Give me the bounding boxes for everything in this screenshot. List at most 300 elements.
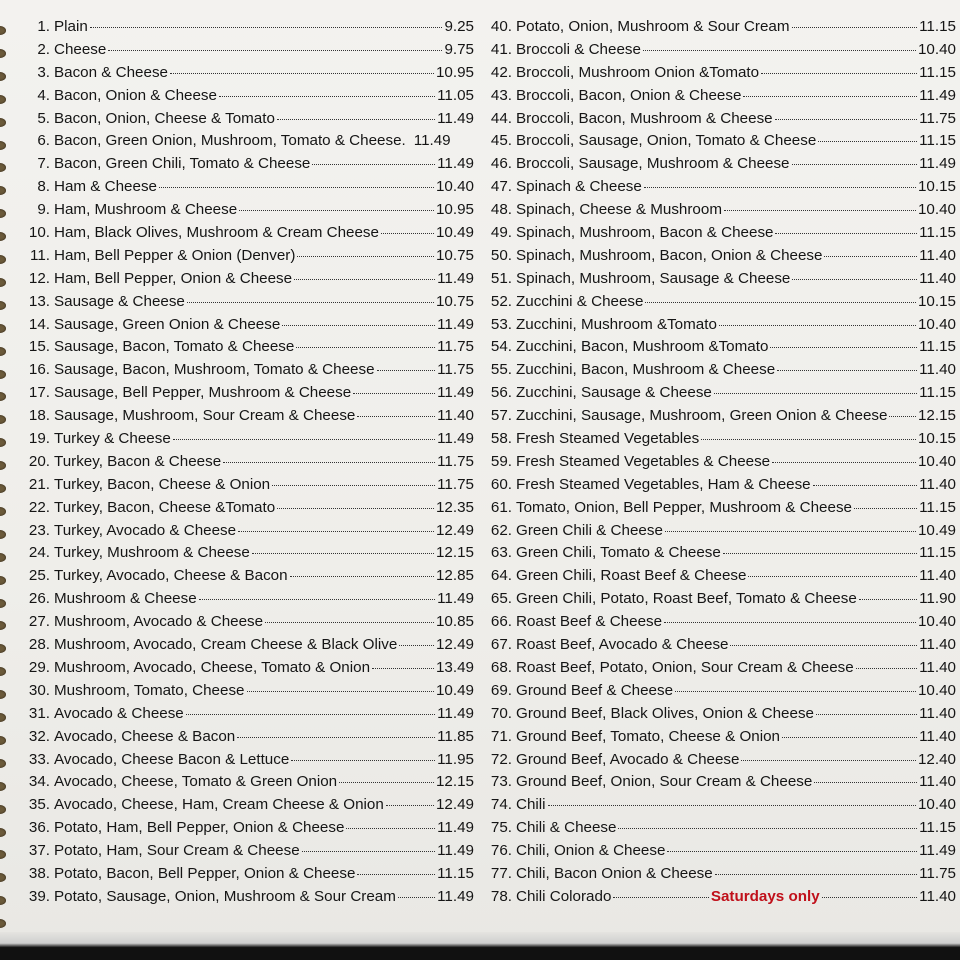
menu-item-name: Ham & Cheese bbox=[54, 178, 157, 196]
menu-item bbox=[22, 888, 474, 911]
menu-item-name: Ham, Bell Pepper & Onion (Denver) bbox=[54, 246, 296, 264]
menu-item bbox=[22, 293, 474, 316]
binding-ring bbox=[0, 324, 6, 333]
binding-ring bbox=[0, 72, 6, 81]
dot-leader bbox=[782, 736, 917, 738]
dot-leader bbox=[859, 598, 917, 600]
dot-leader bbox=[818, 140, 917, 142]
menu-item-price: 10.85 bbox=[435, 613, 474, 631]
menu-item bbox=[22, 842, 474, 865]
menu-item-name: Ground Beef, Avocado & Cheese bbox=[516, 750, 740, 768]
menu-item-name: Zucchini, Bacon, Mushroom &Tomato bbox=[516, 338, 769, 356]
menu-item-price: 9.25 bbox=[444, 18, 474, 35]
menu-item-name: Roast Beef, Potato, Onion, Sour Cream & Cheese bbox=[516, 658, 854, 676]
menu-item bbox=[22, 544, 474, 567]
menu-item-name: Zucchini, Bacon, Mushroom & Cheese bbox=[516, 361, 776, 379]
dot-leader bbox=[372, 667, 434, 669]
menu-item-number: 43. bbox=[490, 86, 512, 104]
menu-item-number: 42. bbox=[490, 63, 512, 81]
dot-leader bbox=[277, 507, 434, 509]
menu-item-price: 10.40 bbox=[917, 796, 956, 814]
menu-item bbox=[488, 751, 956, 774]
menu-item-number: 59. bbox=[490, 452, 512, 470]
menu-item bbox=[22, 636, 474, 659]
menu-item bbox=[22, 132, 474, 155]
menu-item-price: 10.40 bbox=[917, 315, 956, 333]
menu-item bbox=[22, 865, 474, 888]
menu-item-price: 11.05 bbox=[437, 86, 474, 104]
menu-item-number: 50. bbox=[490, 246, 512, 264]
menu-item-number: 45. bbox=[490, 132, 512, 150]
menu-item bbox=[488, 87, 956, 110]
menu-item-price: 11.40 bbox=[919, 658, 956, 676]
dot-leader bbox=[252, 552, 434, 554]
menu-item-name: Broccoli, Mushroom Onion &Tomato bbox=[516, 63, 760, 81]
menu-item bbox=[22, 590, 474, 613]
menu-item-name: Roast Beef & Cheese bbox=[516, 613, 663, 631]
menu-item bbox=[488, 64, 956, 87]
binding-ring bbox=[0, 438, 6, 447]
menu-item-price: 10.40 bbox=[917, 40, 956, 58]
binding-ring bbox=[0, 163, 6, 172]
menu-item-number: 46. bbox=[490, 155, 512, 173]
menu-item-name: Avocado, Cheese, Tomato & Green Onion bbox=[54, 773, 338, 791]
menu-item-price: 11.40 bbox=[919, 246, 956, 264]
dot-leader bbox=[854, 507, 917, 509]
menu-item-number: 7. bbox=[37, 155, 50, 173]
menu-item-number: 4. bbox=[37, 86, 50, 104]
menu-item-name: Turkey, Avocado, Cheese & Bacon bbox=[54, 567, 288, 585]
menu-item-number: 18. bbox=[28, 407, 50, 425]
binding-ring bbox=[0, 141, 6, 150]
menu-item bbox=[22, 110, 474, 133]
menu-item-name: Fresh Steamed Vegetables bbox=[516, 430, 700, 448]
binding-ring bbox=[0, 896, 6, 905]
dot-leader bbox=[223, 461, 435, 463]
menu-item-name: Tomato, Onion, Bell Pepper, Mushroom & Cheese bbox=[516, 498, 852, 516]
menu-item-number: 74. bbox=[490, 796, 512, 814]
menu-item bbox=[488, 224, 956, 247]
menu-item-number: 30. bbox=[28, 681, 50, 699]
menu-column-right bbox=[488, 18, 956, 911]
dot-leader bbox=[265, 621, 434, 623]
menu-item-name: Mushroom & Cheese bbox=[54, 590, 197, 608]
binding-ring bbox=[0, 232, 6, 241]
menu-item-name: Mushroom, Avocado, Cheese, Tomato & Onion bbox=[54, 658, 371, 676]
dot-leader bbox=[644, 186, 916, 188]
menu-item-price: 10.95 bbox=[435, 201, 474, 219]
menu-item-name: Mushroom, Avocado, Cream Cheese & Black Olive bbox=[54, 636, 398, 654]
dot-leader bbox=[824, 255, 917, 257]
menu-item-name: Avocado & Cheese bbox=[54, 704, 184, 722]
menu-item-name: Avocado, Cheese Bacon & Lettuce bbox=[54, 750, 290, 768]
menu-item-number: 67. bbox=[490, 636, 512, 654]
menu-item-number: 14. bbox=[28, 315, 50, 333]
menu-item-number: 34. bbox=[28, 773, 50, 791]
dot-leader bbox=[159, 186, 434, 188]
dot-leader bbox=[667, 850, 917, 852]
menu-item bbox=[22, 64, 474, 87]
menu-item bbox=[488, 567, 956, 590]
dot-leader bbox=[730, 644, 917, 646]
menu-item-name: Sausage, Green Onion & Cheese bbox=[54, 315, 281, 333]
dot-leader bbox=[290, 575, 434, 577]
menu-item-number: 51. bbox=[490, 269, 512, 287]
menu-item-number: 12. bbox=[28, 269, 50, 287]
menu-item-price: 11.95 bbox=[437, 750, 474, 768]
menu-item bbox=[488, 316, 956, 339]
binding-ring bbox=[0, 805, 6, 814]
menu-item bbox=[22, 705, 474, 728]
menu-item bbox=[22, 499, 474, 522]
dot-leader bbox=[643, 49, 916, 51]
menu-item-price: 11.49 bbox=[919, 155, 956, 173]
menu-item-name: Avocado, Cheese & Bacon bbox=[54, 727, 236, 745]
menu-item-name: Zucchini, Sausage, Mushroom, Green Onion & Cheese bbox=[516, 407, 888, 425]
menu-item-price: 11.49 bbox=[437, 269, 474, 287]
menu-item-name: Spinach, Mushroom, Bacon, Onion & Cheese bbox=[516, 246, 823, 264]
binding-ring bbox=[0, 759, 6, 768]
menu-item bbox=[488, 819, 956, 842]
menu-item bbox=[22, 796, 474, 819]
menu-item-price: 10.15 bbox=[917, 430, 956, 448]
menu-item-name: Fresh Steamed Vegetables & Cheese bbox=[516, 452, 771, 470]
binding-ring bbox=[0, 530, 6, 539]
dot-leader bbox=[237, 736, 435, 738]
menu-item bbox=[488, 796, 956, 819]
menu-item-number: 2. bbox=[37, 40, 50, 58]
menu-item bbox=[488, 636, 956, 659]
menu-item-name: Sausage, Bacon, Tomato & Cheese bbox=[54, 338, 295, 356]
menu-item-name: Green Chili, Potato, Roast Beef, Tomato & Cheese bbox=[516, 590, 857, 608]
dot-leader bbox=[291, 759, 435, 761]
menu-item bbox=[22, 18, 474, 41]
menu-item-price: 11.15 bbox=[919, 63, 956, 81]
menu-item-number: 29. bbox=[28, 658, 50, 676]
menu-item-number: 31. bbox=[28, 704, 50, 722]
dot-leader bbox=[282, 324, 435, 326]
dot-leader bbox=[381, 232, 434, 234]
menu-item-price: 11.15 bbox=[919, 338, 956, 356]
menu-item-price: 11.40 bbox=[437, 407, 474, 425]
menu-item-number: 5. bbox=[37, 109, 50, 127]
binding-ring bbox=[0, 507, 6, 516]
menu-item bbox=[22, 773, 474, 796]
binding-ring bbox=[0, 690, 6, 699]
binding-ring bbox=[0, 26, 6, 35]
menu-item bbox=[22, 270, 474, 293]
menu-item-price: 10.49 bbox=[917, 521, 956, 539]
menu-item-price: 10.40 bbox=[917, 613, 956, 631]
menu-item bbox=[488, 110, 956, 133]
menu-item bbox=[488, 247, 956, 270]
menu-item-price: 11.49 bbox=[437, 887, 474, 905]
menu-item-name: Sausage, Mushroom, Sour Cream & Cheese bbox=[54, 407, 356, 425]
menu-item-number: 73. bbox=[490, 773, 512, 791]
menu-item-number: 19. bbox=[28, 430, 50, 448]
menu-item-name: Broccoli, Bacon, Mushroom & Cheese bbox=[516, 109, 773, 127]
dot-leader bbox=[665, 530, 916, 532]
menu-item-price: 12.40 bbox=[917, 750, 956, 768]
menu-item bbox=[488, 270, 956, 293]
dot-leader bbox=[701, 438, 916, 440]
menu-item-price: 11.15 bbox=[919, 819, 956, 837]
dot-leader bbox=[741, 759, 916, 761]
menu-item bbox=[488, 407, 956, 430]
menu-item-price: 11.15 bbox=[919, 498, 956, 516]
menu-item-name: Potato, Bacon, Bell Pepper, Onion & Cheese bbox=[54, 864, 356, 882]
menu-item-number: 60. bbox=[490, 475, 512, 493]
dot-leader bbox=[618, 827, 917, 829]
binding-ring bbox=[0, 782, 6, 791]
menu-item-price: 11.49 bbox=[437, 704, 474, 722]
menu-item-name: Avocado, Cheese, Ham, Cream Cheese & Onion bbox=[54, 796, 384, 814]
menu-item-name: Potato, Ham, Bell Pepper, Onion & Cheese bbox=[54, 819, 345, 837]
menu-item-price: 11.49 bbox=[919, 842, 956, 860]
menu-item-number: 62. bbox=[490, 521, 512, 539]
menu-item-name: Zucchini, Mushroom &Tomato bbox=[516, 315, 717, 333]
dot-leader bbox=[775, 118, 917, 120]
menu-item-name: Ground Beef, Black Olives, Onion & Cheese bbox=[516, 704, 814, 722]
dot-leader bbox=[719, 324, 916, 326]
dot-leader bbox=[173, 438, 435, 440]
dot-leader bbox=[312, 163, 435, 165]
menu-item-number: 63. bbox=[490, 544, 512, 562]
binding-ring bbox=[0, 186, 6, 195]
menu-item-price: 11.49 bbox=[437, 819, 474, 837]
menu-item-name: Bacon, Onion, Cheese & Tomato bbox=[54, 109, 275, 127]
menu-item-name: Ham, Black Olives, Mushroom & Cream Cheese bbox=[54, 224, 379, 242]
menu-item-number: 52. bbox=[490, 292, 512, 310]
menu-item-price: 10.40 bbox=[917, 681, 956, 699]
menu-item-number: 69. bbox=[490, 681, 512, 699]
menu-item-price: 10.40 bbox=[435, 178, 474, 196]
menu-item bbox=[22, 41, 474, 64]
spiral-binding bbox=[0, 0, 12, 948]
dot-leader bbox=[724, 209, 916, 211]
menu-item bbox=[22, 361, 474, 384]
menu-item-name: Broccoli & Cheese bbox=[516, 40, 641, 58]
menu-item-name: Sausage, Bell Pepper, Mushroom & Cheese bbox=[54, 384, 352, 402]
dot-leader bbox=[664, 621, 916, 623]
menu-item bbox=[22, 384, 474, 407]
menu-item-number: 64. bbox=[490, 567, 512, 585]
menu-item bbox=[22, 155, 474, 178]
menu-item-name: Zucchini, Sausage & Cheese bbox=[516, 384, 712, 402]
menu-item-number: 66. bbox=[490, 613, 512, 631]
menu-item-number: 71. bbox=[490, 727, 512, 745]
menu-item-number: 23. bbox=[28, 521, 50, 539]
menu-item-number: 33. bbox=[28, 750, 50, 768]
dot-leader bbox=[377, 369, 436, 371]
dot-leader bbox=[357, 873, 435, 875]
dot-leader bbox=[277, 118, 435, 120]
menu-item-name: Spinach, Mushroom, Bacon & Cheese bbox=[516, 224, 774, 242]
menu-item bbox=[22, 522, 474, 545]
menu-item-name: Bacon & Cheese bbox=[54, 63, 168, 81]
menu-item bbox=[488, 590, 956, 613]
menu-item-name: Turkey & Cheese bbox=[54, 430, 171, 448]
menu-item-number: 49. bbox=[490, 224, 512, 242]
dot-leader bbox=[613, 896, 708, 898]
dot-leader bbox=[346, 827, 435, 829]
menu-item bbox=[22, 682, 474, 705]
menu-item-number: 10. bbox=[28, 224, 50, 242]
menu-item bbox=[22, 476, 474, 499]
menu-item-name: Spinach, Mushroom, Sausage & Cheese bbox=[516, 269, 791, 287]
menu-item-name: Plain bbox=[54, 18, 88, 35]
binding-ring bbox=[0, 278, 6, 287]
menu-item-name: Turkey, Avocado & Cheese bbox=[54, 521, 237, 539]
menu-item-name: Potato, Ham, Sour Cream & Cheese bbox=[54, 842, 300, 860]
menu-item-price: 10.15 bbox=[917, 178, 956, 196]
dot-leader bbox=[792, 163, 918, 165]
dot-leader bbox=[715, 873, 917, 875]
menu-item-number: 68. bbox=[490, 658, 512, 676]
dot-leader bbox=[792, 26, 918, 28]
menu-item-name: Green Chili & Cheese bbox=[516, 521, 663, 539]
menu-item bbox=[488, 544, 956, 567]
binding-ring bbox=[0, 461, 6, 470]
dot-leader bbox=[743, 95, 917, 97]
binding-ring bbox=[0, 347, 6, 356]
binding-ring bbox=[0, 209, 6, 218]
dot-leader bbox=[272, 484, 435, 486]
menu-item-number: 11. bbox=[30, 246, 50, 264]
menu-item bbox=[22, 728, 474, 751]
menu-item bbox=[488, 522, 956, 545]
menu-item bbox=[488, 201, 956, 224]
menu-item-price: 11.15 bbox=[919, 384, 956, 402]
menu-item-number: 26. bbox=[28, 590, 50, 608]
menu-item-name: Fresh Steamed Vegetables, Ham & Cheese bbox=[516, 475, 811, 493]
menu-item-number: 48. bbox=[490, 201, 512, 219]
menu-item-price: 11.40 bbox=[919, 773, 956, 791]
menu-item-name: Mushroom, Avocado & Cheese bbox=[54, 613, 264, 631]
dot-leader bbox=[792, 278, 917, 280]
menu-item-name: Cheese bbox=[54, 40, 107, 58]
dot-leader bbox=[199, 598, 435, 600]
menu-item-number: 13. bbox=[28, 292, 50, 310]
dot-leader bbox=[297, 255, 434, 257]
binding-ring bbox=[0, 736, 6, 745]
menu-item bbox=[22, 201, 474, 224]
menu-item bbox=[22, 407, 474, 430]
menu-item-name: Broccoli, Sausage, Onion, Tomato & Cheese bbox=[516, 132, 817, 150]
dot-leader bbox=[772, 461, 916, 463]
dot-leader bbox=[816, 713, 917, 715]
menu-item-price: 11.40 bbox=[919, 704, 956, 722]
menu-item-name: Turkey, Bacon & Cheese bbox=[54, 452, 222, 470]
menu-item bbox=[488, 476, 956, 499]
menu-item-price: 11.75 bbox=[437, 338, 474, 356]
menu-item-price: 11.85 bbox=[437, 727, 474, 745]
menu-item-price: 11.75 bbox=[437, 361, 474, 379]
menu-item-name: Sausage, Bacon, Mushroom, Tomato & Cheese bbox=[54, 361, 375, 379]
menu-item-number: 75. bbox=[490, 819, 512, 837]
menu-item-price: 11.40 bbox=[919, 475, 956, 493]
binding-ring bbox=[0, 370, 6, 379]
menu-item-name: Sausage & Cheese bbox=[54, 292, 185, 310]
binding-ring bbox=[0, 873, 6, 882]
menu-item-name: Turkey, Bacon, Cheese &Tomato bbox=[54, 498, 276, 516]
menu-item-price: 12.49 bbox=[435, 521, 474, 539]
menu-item-number: 17. bbox=[28, 384, 50, 402]
menu-item-name: Chili, Onion & Cheese bbox=[516, 842, 666, 860]
dot-leader bbox=[822, 896, 917, 898]
dot-leader bbox=[247, 690, 434, 692]
binding-ring bbox=[0, 415, 6, 424]
menu-item-price: 11.49 bbox=[919, 86, 956, 104]
menu-item bbox=[22, 567, 474, 590]
menu-item-name: Spinach & Cheese bbox=[516, 178, 642, 196]
menu-item-number: 37. bbox=[28, 842, 50, 860]
menu-item bbox=[488, 773, 956, 796]
menu-item-number: 44. bbox=[490, 109, 512, 127]
dot-leader bbox=[399, 644, 434, 646]
binding-ring bbox=[0, 392, 6, 401]
menu-item-number: 61. bbox=[490, 498, 512, 516]
menu-item-price: 10.40 bbox=[917, 201, 956, 219]
menu-item-name: Ham, Mushroom & Cheese bbox=[54, 201, 238, 219]
menu-item bbox=[488, 18, 956, 41]
menu-item-number: 70. bbox=[490, 704, 512, 722]
dot-leader bbox=[353, 392, 435, 394]
menu-item-price: 13.49 bbox=[435, 658, 474, 676]
menu-item-number: 39. bbox=[28, 887, 50, 905]
menu-item-name: Broccoli, Bacon, Onion & Cheese bbox=[516, 86, 742, 104]
dot-leader bbox=[386, 804, 434, 806]
menu-item-name: Ground Beef & Cheese bbox=[516, 681, 674, 699]
menu-item bbox=[488, 338, 956, 361]
menu-item-number: 32. bbox=[28, 727, 50, 745]
menu-item bbox=[488, 430, 956, 453]
menu-item-price: 11.49 bbox=[437, 842, 474, 860]
binding-ring bbox=[0, 576, 6, 585]
menu-item-price: 9.75 bbox=[444, 40, 474, 58]
dot-leader bbox=[170, 72, 434, 74]
binding-ring bbox=[0, 713, 6, 722]
menu-item bbox=[22, 87, 474, 110]
menu-item-price: 11.15 bbox=[919, 224, 956, 242]
menu-item-name: Green Chili, Tomato & Cheese bbox=[516, 544, 721, 562]
menu-item-price: 11.40 bbox=[919, 887, 957, 905]
menu-item-number: 72. bbox=[490, 750, 512, 768]
dot-leader bbox=[296, 346, 435, 348]
menu-item-price: 10.75 bbox=[435, 246, 474, 264]
binding-ring bbox=[0, 118, 6, 127]
menu-item-price: 10.49 bbox=[435, 681, 474, 699]
menu-item-price: 11.15 bbox=[919, 132, 956, 150]
menu-item-number: 3. bbox=[37, 63, 50, 81]
dot-leader bbox=[770, 346, 917, 348]
menu-item-name: Broccoli, Sausage, Mushroom & Cheese bbox=[516, 155, 790, 173]
menu-item-name: Potato, Onion, Mushroom & Sour Cream bbox=[516, 18, 790, 35]
menu-item-name: Chili & Cheese bbox=[516, 819, 617, 837]
menu-item-price: 11.40 bbox=[919, 567, 956, 585]
dot-leader bbox=[723, 552, 917, 554]
dot-leader bbox=[239, 209, 434, 211]
menu-item-number: 20. bbox=[28, 452, 50, 470]
menu-item-number: 6. bbox=[37, 132, 50, 150]
menu-item-number: 54. bbox=[490, 338, 512, 356]
menu-item-number: 40. bbox=[490, 18, 512, 35]
menu-item-name: Chili Colorado bbox=[516, 887, 612, 905]
menu-item-name: Potato, Sausage, Onion, Mushroom & Sour Cream bbox=[54, 887, 396, 905]
menu-item-number: 78. bbox=[490, 887, 512, 905]
menu-item-price: 11.75 bbox=[919, 864, 956, 882]
menu-item-number: 38. bbox=[28, 864, 50, 882]
